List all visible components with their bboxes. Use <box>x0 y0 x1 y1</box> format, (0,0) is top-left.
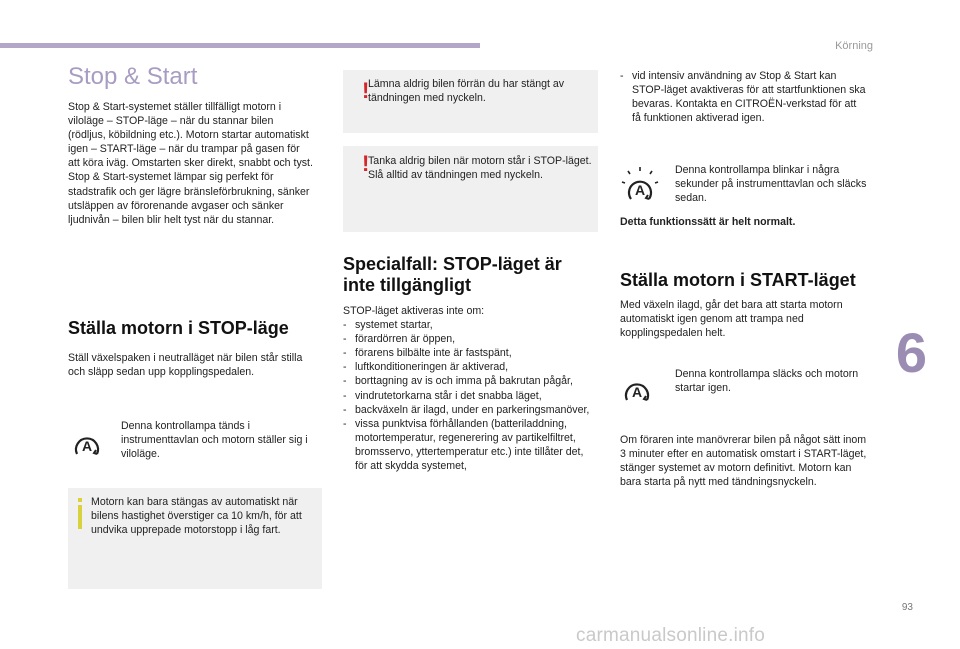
section-name: Körning <box>835 40 873 52</box>
stop-mode-heading: Ställa motorn i STOP-läge <box>68 318 289 338</box>
watermark: carmanualsonline.info <box>576 625 766 646</box>
special-heading-wrap <box>343 254 598 296</box>
list-item: - vindrutetorkarna står i det snabba läget, <box>343 389 598 403</box>
special-case-list <box>343 318 598 473</box>
continued-list <box>620 69 868 125</box>
warning-box-2 <box>343 146 598 232</box>
list-item: - förarens bilbälte inte är fastspänt, <box>343 346 598 360</box>
special-case-list-wrap <box>343 304 598 473</box>
page-number: 93 <box>901 602 913 613</box>
page-title: Stop & Start <box>68 63 198 90</box>
intro-block <box>68 100 313 227</box>
warning-exclamation-icon: ! <box>362 78 370 103</box>
intro-paragraph: Stop & Start-systemet ställer tillfälligt motorn i viloläge – STOP-läge – när du stannar bilen (rödljus, köbildning etc.). Motorn startar automatiskt igen – START-läge – när du trampar på gasen för att köra iväg. Omstarten sker direkt, snabbt och tyst. <box>68 101 313 170</box>
auto-a-blinking-lamp-icon <box>620 166 660 206</box>
info-icon <box>78 505 82 529</box>
warning-exclamation-icon: ! <box>362 151 370 176</box>
list-item: - vid intensiv användning av Stop & Start kan STOP-läget avaktiveras för att startfunktionen ska bevaras. Kontakta en CITROËN-verkstad för att få funktionen aktiverad igen. <box>620 69 868 125</box>
stop-lamp-text: Denna kontrollampa tänds i instrumenttavlan och motorn ställer sig i viloläge. <box>121 420 308 461</box>
blink-lamp-text: Denna kontrollampa blinkar i några sekunder på instrumenttavlan och släcks sedan. <box>675 164 867 205</box>
start-mode-heading: Ställa motorn i START-läget <box>620 270 856 290</box>
list-item: - vissa punktvisa förhållanden (batteriladdning, motortemperatur, regenerering av partikelfiltret, bromsservo, yttertemperatur etc.) inte tillåter det, för att skydda systemet, <box>343 417 598 473</box>
stop-heading-wrap <box>68 318 318 339</box>
svg-text:A: A <box>81 438 93 454</box>
start-outro: Om föraren inte manövrerar bilen på något sätt inom 3 minuter efter en automatisk omstart i START-läget, stänger systemet av motorn definitivt. Motorn kan bara starta på nytt med tändningsnyckeln. <box>620 434 867 489</box>
info-box <box>68 488 322 589</box>
normal-note: Detta funktionssätt är helt normalt. <box>620 216 796 228</box>
warning-text-2: Tanka aldrig bilen när motorn står i STOP-läget. Slå alltid av tändningen med nyckeln. <box>368 155 592 182</box>
chapter-number: 6 <box>895 321 927 384</box>
info-text: Motorn kan bara stängas av automatiskt när bilens hastighet överstiger ca 10 km/h, för att undvika upprepade motorstopp i låg fart. <box>91 496 302 537</box>
list-item: - luftkonditioneringen är aktiverad, <box>343 360 598 374</box>
list-item: - förardörren är öppen, <box>343 332 598 346</box>
list-item: - backväxeln är ilagd, under en parkeringsmanöver, <box>343 403 598 417</box>
special-case-lead: STOP-läget aktiveras inte om: <box>343 305 485 317</box>
start-heading-wrap <box>620 270 875 291</box>
list-item: - systemet startar, <box>343 318 598 332</box>
start-instruction: Med växeln ilagd, går det bara att starta motorn automatiskt igen genom att trampa ned kopplingspedalen helt. <box>620 299 843 340</box>
auto-a-lamp-icon <box>622 376 652 406</box>
stop-instruction: Ställ växelspaken i neutralläget när bilen står stilla och släpp sedan upp kopplingspedalen. <box>68 352 303 379</box>
svg-text:A: A <box>631 384 643 400</box>
col3-list-wrap <box>620 69 868 125</box>
list-item: - borttagning av is och imma på bakrutan pågår, <box>343 374 598 388</box>
start-lamp-text: Denna kontrollampa släcks och motorn startar igen. <box>675 368 859 395</box>
auto-a-lamp-icon <box>72 430 102 460</box>
intro-paragraph-2: Stop & Start-systemet lämpar sig perfekt för stadstrafik och ger lägre bränsleförbrukning, sänker utsläppen av förorenande avgaser och sänker ljudnivån – bilen blir helt tyst när du stannar. <box>68 171 310 226</box>
header-bar <box>0 43 480 48</box>
special-case-heading: Specialfall: STOP-läget är inte tillgängligt <box>343 254 562 295</box>
svg-text:A: A <box>634 182 646 198</box>
warning-text-1: Lämna aldrig bilen förrän du har stängt av tändningen med nyckeln. <box>368 78 565 105</box>
warning-box-1 <box>343 70 598 133</box>
